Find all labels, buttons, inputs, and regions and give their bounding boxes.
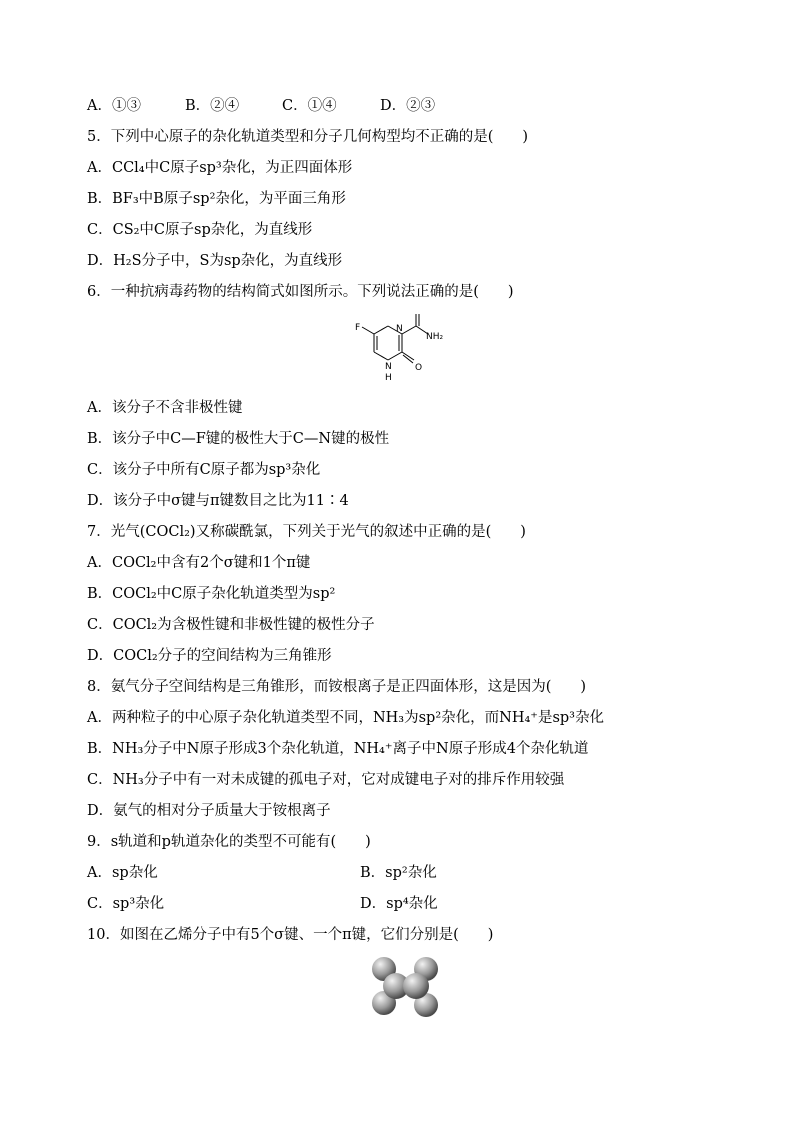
q9-stem: 9．s轨道和p轨道杂化的类型不可能有( ) <box>87 834 371 850</box>
q6-option-d: D．该分子中σ键与π键数目之比为11∶4 <box>87 493 349 509</box>
option-d: D．②③ <box>380 98 436 114</box>
q8-stem: 8．氨气分子空间结构是三角锥形，而铵根离子是正四面体形，这是因为( ) <box>87 679 587 695</box>
q8-option-d: D．氨气的相对分子质量大于铵根离子 <box>87 803 331 819</box>
q5-option-d: D．H₂S分子中，S为sp杂化，为直线形 <box>87 253 343 269</box>
q9-option-b: B．sp²杂化 <box>360 865 437 881</box>
q9-option-c: C．sp³杂化 <box>87 896 165 912</box>
molecule-structure-figure <box>340 312 460 390</box>
q6-option-a: A．该分子不含非极性键 <box>87 400 243 416</box>
q9-option-d: D．sp⁴杂化 <box>360 896 438 912</box>
ethylene-model-figure <box>368 955 444 1021</box>
atom-h-label: H <box>385 373 392 383</box>
q7-option-a: A．COCl₂中含有2个σ键和1个π键 <box>87 555 311 571</box>
q6-option-c: C．该分子中所有C原子都为sp³杂化 <box>87 462 321 478</box>
option-a: A．①③ <box>87 98 141 114</box>
q5-option-a: A．CCl₄中C原子sp³杂化，为正四面体形 <box>87 160 353 176</box>
atom-o-label: O <box>415 363 423 373</box>
atom-nh2-label: NH₂ <box>426 332 444 342</box>
q6-option-b: B．该分子中C—F键的极性大于C—N键的极性 <box>87 431 390 447</box>
q10-stem: 10．如图在乙烯分子中有5个σ键、一个π键，它们分别是( ) <box>87 927 494 943</box>
q9-option-a: A．sp杂化 <box>87 865 158 881</box>
q8-option-b: B．NH₃分子中N原子形成3个杂化轨道，NH₄⁺离子中N原子形成4个杂化轨道 <box>87 741 589 757</box>
q6-stem: 6．一种抗病毒药物的结构简式如图所示。下列说法正确的是( ) <box>87 284 514 300</box>
atom-n-label: N <box>396 324 403 334</box>
q5-option-c: C．CS₂中C原子sp杂化，为直线形 <box>87 222 313 238</box>
q7-option-d: D．COCl₂分子的空间结构为三角锥形 <box>87 648 332 664</box>
q8-option-a: A．两种粒子的中心原子杂化轨道类型不同，NH₃为sp²杂化，而NH₄⁺是sp³杂化 <box>87 710 604 726</box>
atom-f-label: F <box>355 323 361 333</box>
q7-option-c: C．COCl₂为含极性键和非极性键的极性分子 <box>87 617 375 633</box>
q5-option-b: B．BF₃中B原子sp²杂化，为平面三角形 <box>87 191 346 207</box>
atom-nh-label: N <box>385 362 392 372</box>
q7-option-b: B．COCl₂中C原子杂化轨道类型为sp² <box>87 586 336 602</box>
q7-stem: 7．光气(COCl₂)又称碳酰氯，下列关于光气的叙述中正确的是( ) <box>87 524 526 540</box>
q8-option-c: C．NH₃分子中有一对未成键的孤电子对，它对成键电子对的排斥作用较强 <box>87 772 565 788</box>
option-b: B．②④ <box>185 98 240 114</box>
q5-stem: 5．下列中心原子的杂化轨道类型和分子几何构型均不正确的是( ) <box>87 129 529 145</box>
carbon-atom-sphere <box>403 973 429 999</box>
option-c: C．①④ <box>282 98 337 114</box>
